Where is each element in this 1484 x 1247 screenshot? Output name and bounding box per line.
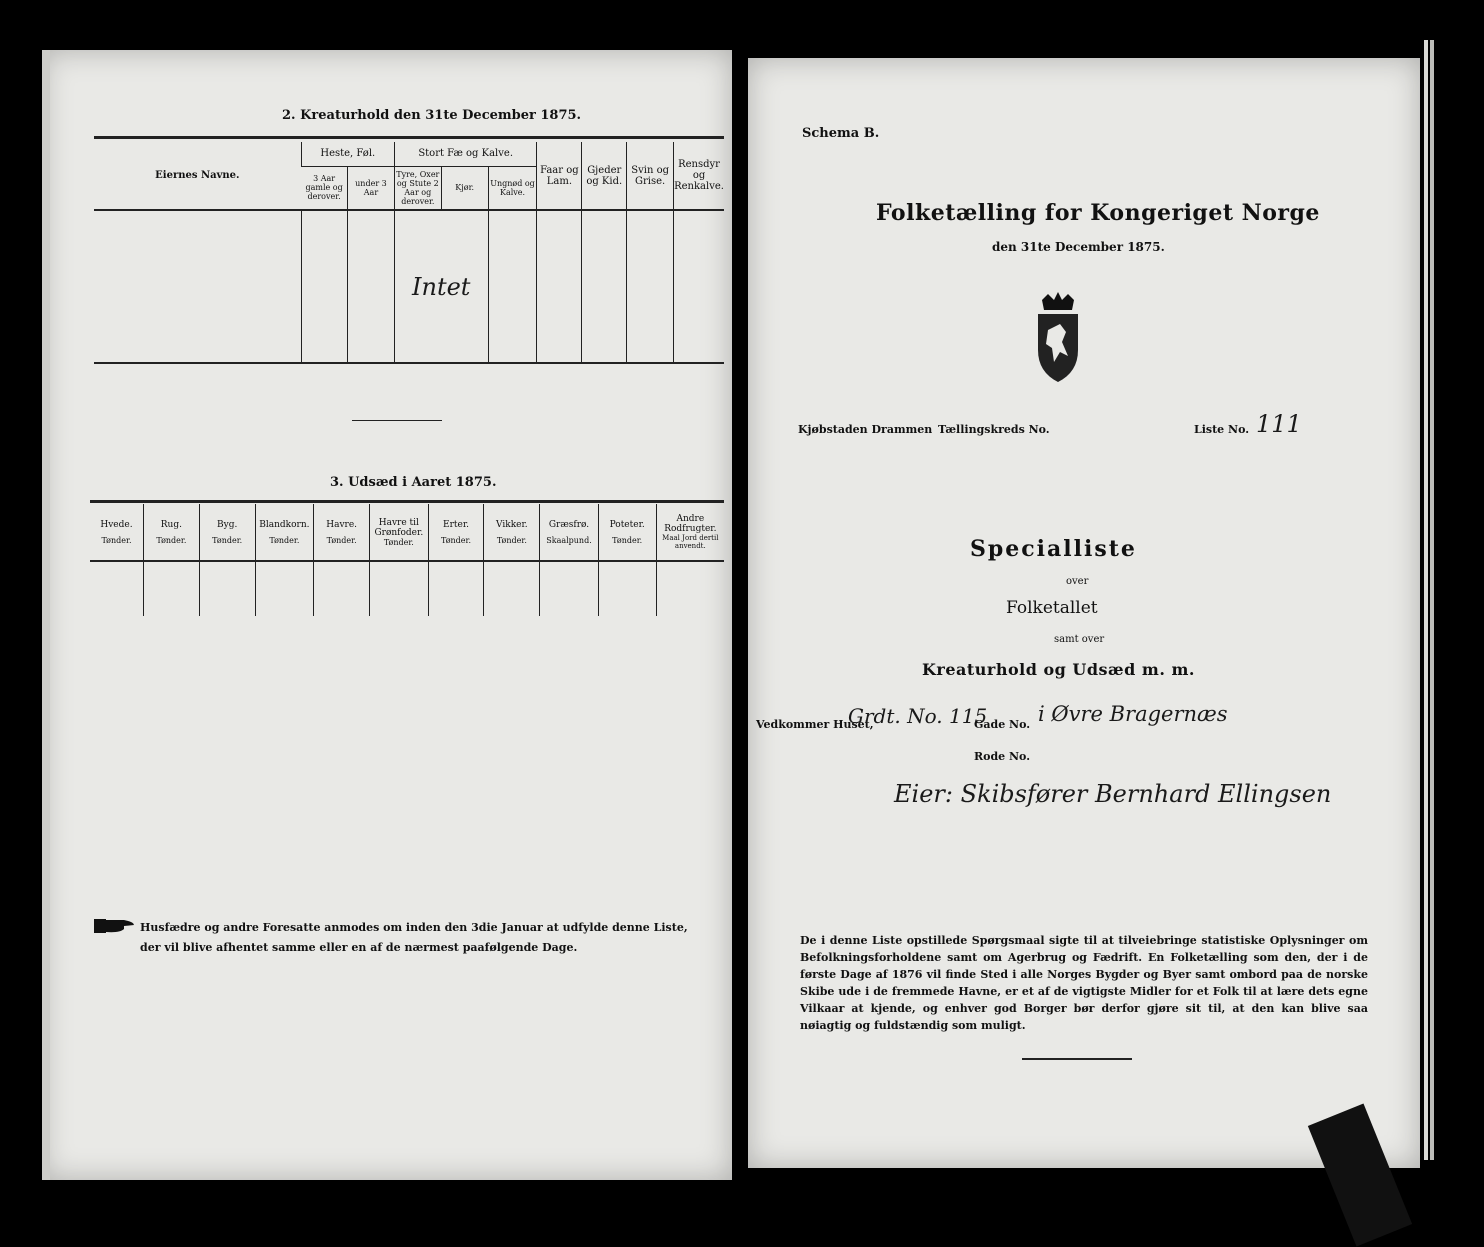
col-name: Byg. [217,519,238,530]
owner-cell [94,210,301,362]
cell [627,210,674,362]
col-name: Erter. [443,519,469,530]
reindeer-header: Rensdyr og Renkalve. [674,142,724,210]
sowing-table [90,504,724,616]
left-page-binding-edge [42,50,50,1180]
right-page [748,58,1420,1168]
cell [90,561,143,616]
samt-over-label: samt over [1054,634,1105,645]
cell [428,561,484,616]
cell [582,210,627,362]
owner-handwritten: Eier: Skibsfører Bernhard Ellingsen [894,780,1332,808]
col-blandkorn [255,504,314,561]
col-havre-gronfoder [370,504,429,561]
signature-cell [394,210,488,362]
col-name: Havre. [326,519,358,530]
cell [255,561,314,616]
col-name: Vikker. [496,519,528,530]
table2-top-rule [90,500,724,503]
specialliste-title: Specialliste [970,536,1137,562]
col-unit: Tønder. [440,535,472,545]
page-edge [1424,40,1428,1160]
col-unit: Maal Jord dertil anvendt. [662,534,719,550]
col-name: Hvede. [100,519,133,530]
kjobstad-label: Kjøbstaden Drammen [798,423,933,436]
col-name: Andre Rodfrugter. [664,514,717,534]
col-unit: Tønder. [212,535,243,545]
instructions-notice: Husfædre og andre Foresatte anmodes om inden den 3die Januar at udfylde denne Liste, der vil blive afhentet samme eller en af de nærmest paafølgende Dage. [140,921,688,954]
separator-rule [352,420,442,421]
table1-top-rule [94,136,724,139]
pigs-header: Svin og Grise. [627,142,674,210]
pointing-hand-icon [94,916,136,940]
goats-header: Gjeder og Kid. [582,142,627,210]
rode-label: Rode No. [974,750,1031,763]
cell [484,561,540,616]
page-edge [1430,40,1434,1160]
cattle-header: Stort Fæ og Kalve. [394,142,537,166]
col-unit: Skaalpund. [546,535,592,545]
cell [348,210,395,362]
col-vikker [484,504,540,561]
horses-under3-header: under 3 Aar [348,166,395,210]
bulls-header: Tyre, Oxer og Stute 2 Aar og derover. [394,166,441,210]
cell [199,561,255,616]
col-unit: Tønder. [496,535,527,545]
liste-label: Liste No. [1194,423,1250,436]
col-unit: Tønder. [612,535,643,545]
col-andre-rodfrugter [656,504,724,561]
col-poteter [598,504,656,561]
section2-title: 2. Kreaturhold den 31te December 1875. [282,108,582,123]
col-name: Havre til Grønfoder. [374,517,424,538]
cell [314,561,370,616]
cell [598,561,656,616]
col-name: Græsfrø. [548,519,590,530]
sheep-header: Faar og Lam. [537,142,582,210]
cell [656,561,724,616]
street-handwritten: i Øvre Bragernæs [1038,702,1228,726]
cell [488,210,537,362]
gade-label: Gade No. [974,718,1031,731]
main-title: Folketælling for Kongeriget Norge [876,200,1320,226]
horses-over3-header: 3 Aar gamle og derover. [305,174,343,202]
col-name: Poteter. [609,519,645,530]
col-byg [199,504,255,561]
col-havre [314,504,370,561]
cell [301,210,347,362]
col-graesfro [540,504,598,561]
livestock-table [94,142,724,362]
col-unit: Tønder. [101,535,132,545]
footer-rule [1022,1058,1132,1060]
cell [537,210,582,362]
footer-explanation: De i denne Liste opstillede Spørgsmaal sigte til at tilveiebringe statistiske Oplysninger om Befolkningsforholdene samt om Agerbrug og Fædrift. En Folketælling som den, der i de første Dage af 1876 vil finde Sted i alle Norges Bygder og Byer samt ombord paa de norske Skibe ude i de fremmede Havne, er et af de vigtigste Midler for et Folk til at lære dets egne Vilkaar at kjende, og enhver god Borger bør derfor gjøre sit til, at den kan blive saa nøiagtig og fuldstændig som muligt. [800,934,1368,1032]
owner-header: Eiernes Navne. [155,170,240,181]
col-hvede [90,504,143,561]
taellingskreds-label: Tællingskreds No. [938,423,1050,436]
section3-title: 3. Udsæd i Aaret 1875. [330,475,497,490]
vedkommer-label: Vedkommer Huset, [756,718,874,731]
cell [674,210,724,362]
left-page [42,50,732,1180]
kreaturhold-title: Kreaturhold og Udsæd m. m. [922,660,1195,679]
col-unit: Tønder. [156,535,187,545]
table1-bottom-rule [94,362,724,364]
calves-header: Ungnød og Kalve. [488,166,537,210]
intet-signature: Intet [412,272,471,301]
cell [143,561,199,616]
house-number-handwritten: Grdt. No. 115 [848,704,988,728]
col-unit: Tønder. [269,535,300,545]
col-name: Rug. [160,519,182,530]
cows-header: Kjør. [441,166,488,210]
cell [540,561,598,616]
date-line: den 31te December 1875. [992,240,1165,254]
over-label: over [1066,576,1089,587]
col-rug [143,504,199,561]
liste-number: 111 [1256,410,1302,438]
coat-of-arms-emblem [1032,292,1084,388]
col-name: Blandkorn. [259,519,310,530]
col-unit: Tønder. [383,537,414,547]
col-erter [428,504,484,561]
cell [370,561,429,616]
folketallet-title: Folketallet [1006,598,1098,618]
col-unit: Tønder. [326,535,357,545]
schema-label: Schema B. [802,126,880,141]
horses-header: Heste, Føl. [301,142,394,166]
